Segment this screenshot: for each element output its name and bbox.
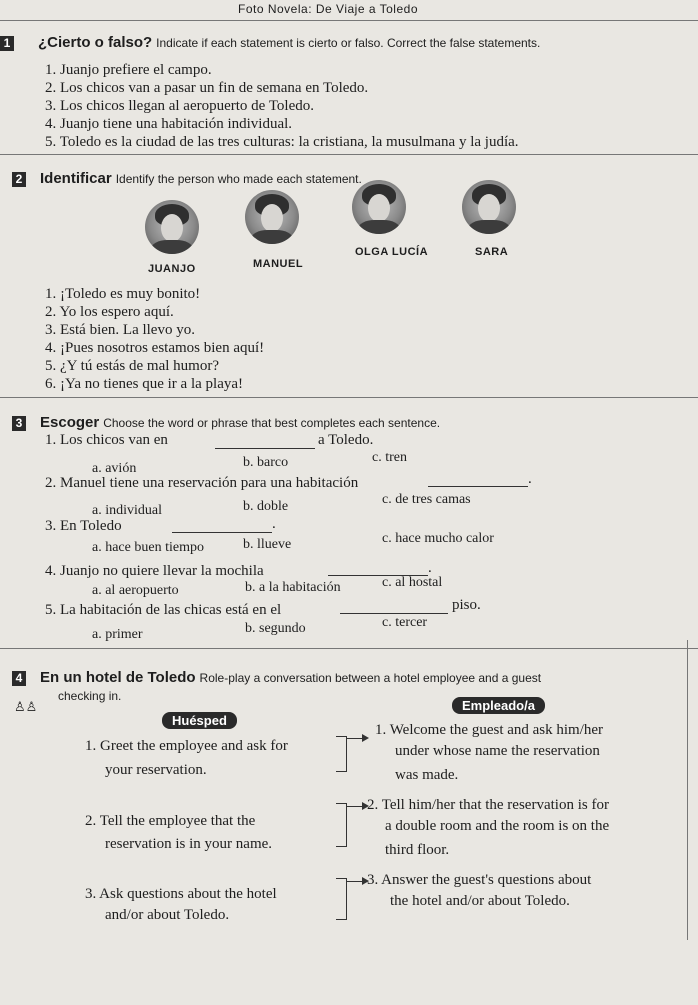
s3-q3-opt-b: b. llueve <box>243 537 292 552</box>
s3-q1-opt-c: c. tren <box>372 450 407 465</box>
flow-bracket-2 <box>336 803 347 847</box>
s2-item-5: 5. ¿Y tú estás de mal humor? <box>45 358 219 374</box>
s3-q1-stem: 1. Los chicos van en <box>45 432 168 448</box>
s3-q2-stem: 2. Manuel tiene una reservación para una habitación <box>45 475 359 491</box>
s2-item-3: 3. Está bien. La llevo yo. <box>45 322 195 338</box>
guest-step-3-line-1: 3. Ask questions about the hotel <box>85 886 277 902</box>
photo-juanjo <box>145 200 199 254</box>
guest-step-1-line-2: your reservation. <box>105 762 207 778</box>
section-4-heading <box>40 669 541 687</box>
s3-q2-opt-a: a. individual <box>92 503 162 518</box>
label-sara: SARA <box>475 246 509 258</box>
section-4-instructions-cont: checking in. <box>58 689 122 703</box>
s1-item-2: 2. Los chicos van a pasar un fin de semana en Toledo. <box>45 80 369 96</box>
section-1-title: ¿Cierto o falso? <box>38 34 153 51</box>
guest-tag: Huésped <box>162 712 237 729</box>
s2-item-6: 6. ¡Ya no tienes que ir a la playa! <box>45 376 244 392</box>
s3-q4-opt-a: a. al aeropuerto <box>92 583 179 598</box>
s2-item-2: 2. Yo los espero aquí. <box>45 304 174 320</box>
employee-step-2-line-3: third floor. <box>385 842 450 858</box>
page-header: Foto Novela: De Viaje a Toledo <box>238 2 418 16</box>
s3-q5-stem: 5. La habitación de las chicas está en el <box>45 602 282 618</box>
s3-q1-opt-b: b. barco <box>243 455 289 470</box>
s3-q5-opt-a: a. primer <box>92 627 143 642</box>
label-olga-lucia: OLGA LUCÍA <box>355 246 429 258</box>
section-4-instructions: Role-play a conversation between a hotel employee and a guest <box>199 671 542 685</box>
divider <box>0 648 698 649</box>
page-right-border <box>687 640 688 940</box>
photo-manuel <box>245 190 299 244</box>
employee-step-2-line-1: 2. Tell him/her that the reservation is for <box>367 797 609 813</box>
s3-q2-tail: . <box>528 471 532 487</box>
divider <box>0 397 698 398</box>
flow-arrow-3 <box>347 881 367 882</box>
s3-q5-tail: piso. <box>452 597 481 613</box>
section-2-heading <box>40 170 362 188</box>
s1-item-3: 3. Los chicos llegan al aeropuerto de Toledo. <box>45 98 315 114</box>
label-manuel: MANUEL <box>253 258 304 270</box>
s3-q3-stem: 3. En Toledo <box>45 518 122 534</box>
flow-arrow-2 <box>347 806 367 807</box>
section-2-number: 2 <box>12 172 26 187</box>
section-1-heading <box>38 34 540 52</box>
s3-q4-opt-b: b. a la habitación <box>245 580 341 595</box>
flow-bracket-1 <box>336 736 347 772</box>
photo-sara <box>462 180 516 234</box>
section-3-instructions: Choose the word or phrase that best completes each sentence. <box>103 416 441 430</box>
s3-q1-blank[interactable] <box>215 448 315 449</box>
divider <box>0 20 698 21</box>
s3-q5-opt-b: b. segundo <box>245 621 306 636</box>
s3-q5-opt-c: c. tercer <box>382 615 428 630</box>
s3-q3-tail: . <box>272 516 276 532</box>
section-3-number: 3 <box>12 416 26 431</box>
s3-q3-opt-a: a. hace buen tiempo <box>92 540 204 555</box>
flow-arrow-1 <box>347 738 367 739</box>
section-2-instructions: Identify the person who made each statement. <box>115 172 362 186</box>
employee-tag: Empleado/a <box>452 697 545 714</box>
guest-step-2-line-2: reservation is in your name. <box>105 836 273 852</box>
photo-olga-lucia <box>352 180 406 234</box>
employee-step-2-line-2: a double room and the room is on the <box>385 818 610 834</box>
label-juanjo: JUANJO <box>148 263 196 275</box>
s3-q3-blank[interactable] <box>172 532 272 533</box>
s3-q4-opt-c: c. al hostal <box>382 575 443 590</box>
guest-step-1-line-1: 1. Greet the employee and ask for <box>85 738 288 754</box>
section-3-title: Escoger <box>40 414 100 431</box>
s3-q1-tail: a Toledo. <box>318 432 374 448</box>
section-4-title: En un hotel de Toledo <box>40 669 196 686</box>
divider <box>0 154 698 155</box>
guest-step-2-line-1: 2. Tell the employee that the <box>85 813 256 829</box>
section-3-heading <box>40 414 440 432</box>
s3-q4-tail: . <box>428 560 432 576</box>
section-1-number: 1 <box>0 36 14 51</box>
section-1-instructions: Indicate if each statement is cierto or falso. Correct the false statements. <box>156 36 541 50</box>
employee-step-3-line-2: the hotel and/or about Toledo. <box>390 893 570 909</box>
s3-q5-blank[interactable] <box>340 613 448 614</box>
employee-step-1-line-2: under whose name the reservation <box>395 743 600 759</box>
s3-q2-opt-c: c. de tres camas <box>382 492 471 507</box>
section-2-title: Identificar <box>40 170 112 187</box>
s3-q3-opt-c: c. hace mucho calor <box>382 531 494 546</box>
employee-step-1-line-1: 1. Welcome the guest and ask him/her <box>375 722 604 738</box>
guest-step-3-line-2: and/or about Toledo. <box>105 907 230 923</box>
s3-q2-blank[interactable] <box>428 486 528 487</box>
s1-item-1: 1. Juanjo prefiere el campo. <box>45 62 212 78</box>
s1-item-4: 4. Juanjo tiene una habitación individual. <box>45 116 293 132</box>
s3-q2-opt-b: b. doble <box>243 499 289 514</box>
employee-step-1-line-3: was made. <box>395 767 459 783</box>
section-4-number: 4 <box>12 671 26 686</box>
s2-item-4: 4. ¡Pues nosotros estamos bien aquí! <box>45 340 265 356</box>
s2-item-1: 1. ¡Toledo es muy bonito! <box>45 286 201 302</box>
pair-work-icon: ♙♙ <box>14 700 38 715</box>
s3-q4-stem: 4. Juanjo no quiere llevar la mochila <box>45 563 264 579</box>
employee-step-3-line-1: 3. Answer the guest's questions about <box>367 872 592 888</box>
s1-item-5: 5. Toledo es la ciudad de las tres culturas: la cristiana, la musulmana y la judía. <box>45 134 519 150</box>
flow-bracket-3 <box>336 878 347 920</box>
s3-q1-opt-a: a. avión <box>92 461 137 476</box>
